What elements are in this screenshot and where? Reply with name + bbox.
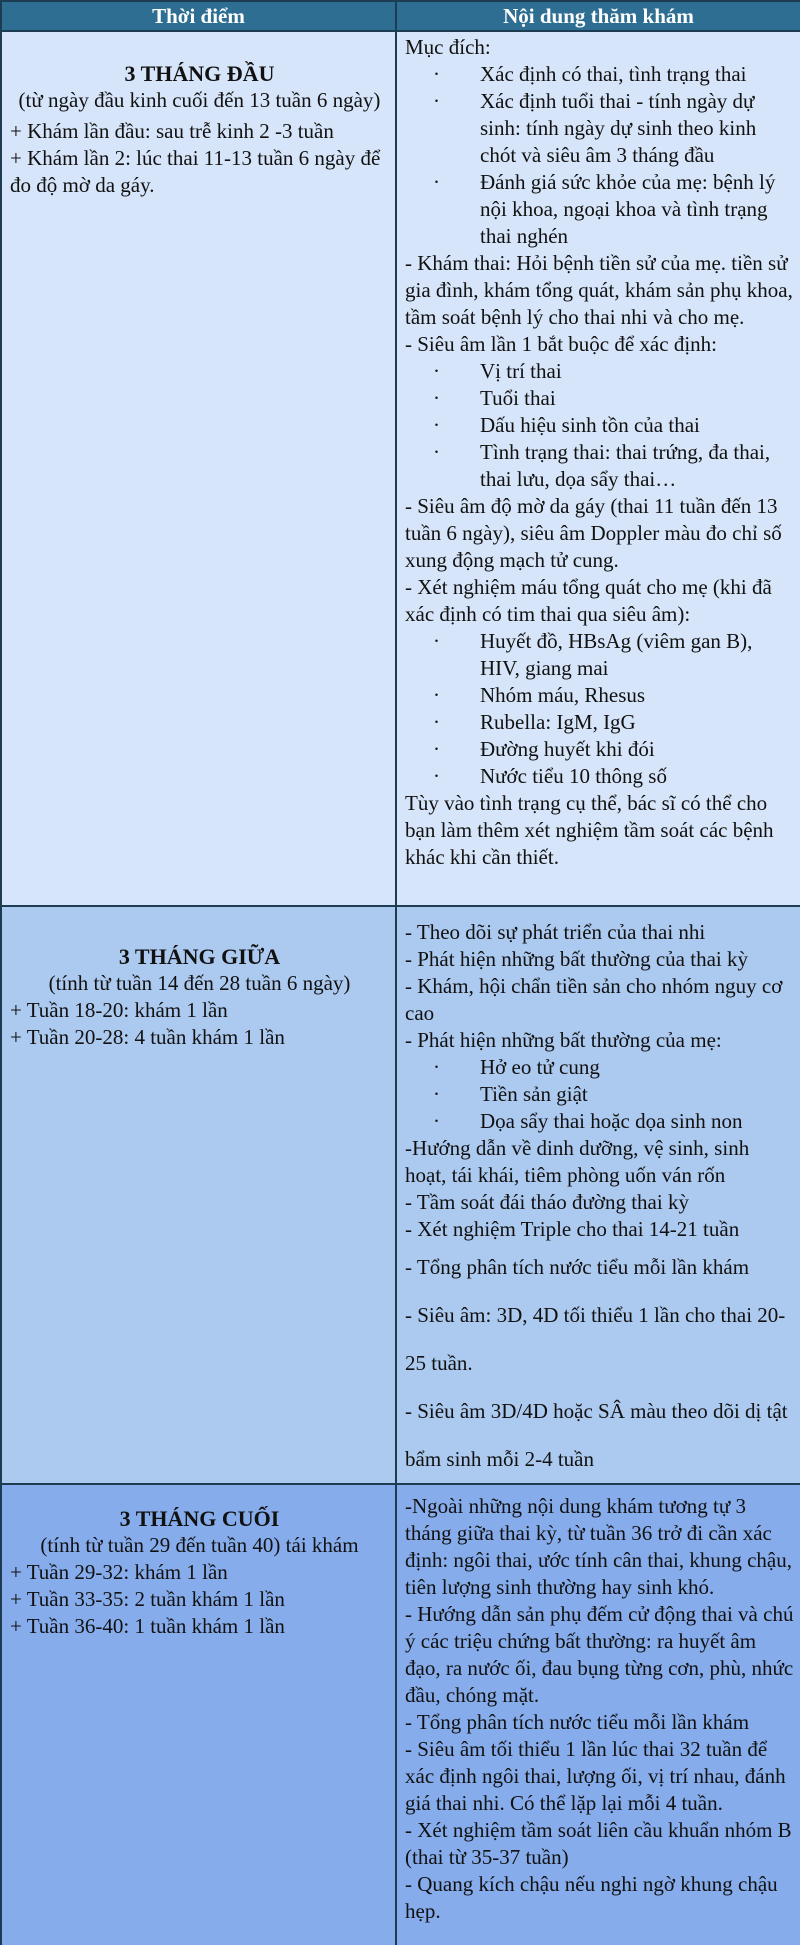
- content-line: Tùy vào tình trạng cụ thể, bác sĩ có thể cho bạn làm thêm xét nghiệm tầm soát các bệnh khác khi cần thiết.: [405, 791, 774, 869]
- content-line: - Hướng dẫn sản phụ đếm cử động thai và chú ý các triệu chứng bất thường: ra huyết âm đạo, ra nước ối, đau bụng từng cơn, phù, nhức đầu, chóng mặt.: [405, 1602, 794, 1707]
- schedule-lines: [10, 1559, 389, 1640]
- content-line: - Phát hiện những bất thường của mẹ:: [405, 1028, 722, 1052]
- bullet-item: [405, 709, 794, 736]
- bullet-item: [405, 358, 794, 385]
- content-line: - Tổng phân tích nước tiểu mỗi lần khám: [405, 1255, 750, 1279]
- bullet-text: Dấu hiệu sinh tồn của thai: [480, 413, 700, 437]
- content-line: - Siêu âm lần 1 bắt buộc để xác định:: [405, 332, 717, 356]
- bullet-text: Vị trí thai: [480, 359, 562, 383]
- period-cell: [1, 906, 396, 1484]
- bullet-item: [405, 736, 794, 763]
- schedule-line: + Tuần 33-35: 2 tuần khám 1 lần: [10, 1587, 285, 1611]
- bullet-item: [405, 763, 794, 790]
- content-cell: [396, 906, 800, 1484]
- period-cell: [1, 31, 396, 906]
- period-title: 3 THÁNG ĐẦU: [124, 61, 275, 86]
- bullet-dot-icon: ·: [433, 629, 440, 653]
- bullet-dot-icon: ·: [433, 710, 440, 734]
- bullet-item: [405, 682, 794, 709]
- bullet-text: Tuổi thai: [480, 386, 556, 410]
- bullet-item: [405, 1081, 794, 1108]
- bullet-text: Xác định tuổi thai - tính ngày dự sinh: tính ngày dự sinh theo kinh chót và siêu âm 3 tháng đầu: [480, 89, 757, 167]
- content-line: - Siêu âm: 3D, 4D tối thiểu 1 lần cho thai 20-25 tuần.: [405, 1303, 786, 1375]
- schedule-line: + Tuần 20-28: 4 tuần khám 1 lần: [10, 1025, 285, 1049]
- period-subtitle: (từ ngày đầu kinh cuối đến 13 tuần 6 ngày): [18, 88, 381, 112]
- bullet-text: Xác định có thai, tình trạng thai: [480, 62, 747, 86]
- period-title: 3 THÁNG CUỐI: [119, 1506, 280, 1531]
- bullet-item: [405, 412, 794, 439]
- content-line: - Quang kích chậu nếu nghi ngờ khung chậu hẹp.: [405, 1872, 778, 1923]
- bullet-item: [405, 1054, 794, 1081]
- bullet-text: Hở eo tử cung: [480, 1055, 600, 1079]
- bullet-text: Nước tiểu 10 thông số: [480, 764, 667, 788]
- bullet-dot-icon: ·: [433, 89, 440, 113]
- content-cell: [396, 1484, 800, 1945]
- bullet-text: Rubella: IgM, IgG: [480, 710, 636, 734]
- content-line: - Siêu âm tối thiểu 1 lần lúc thai 32 tuần để xác định ngôi thai, lượng ối, vị trí nhau, đánh giá thai nhi. Có thể lặp lại mỗi 4 tuần.: [405, 1737, 786, 1815]
- bullet-dot-icon: ·: [433, 1109, 440, 1133]
- content-line: - Xét nghiệm máu tổng quát cho mẹ (khi đã xác định có tim thai qua siêu âm):: [405, 575, 772, 626]
- bullet-dot-icon: ·: [433, 1055, 440, 1079]
- schedule-line: + Tuần 29-32: khám 1 lần: [10, 1560, 228, 1584]
- content-line: - Tổng phân tích nước tiểu mỗi lần khám: [405, 1710, 750, 1734]
- period-subtitle: (tính từ tuần 14 đến 28 tuần 6 ngày): [48, 971, 351, 995]
- content-line: - Tầm soát đái tháo đường thai kỳ: [405, 1190, 689, 1214]
- bullet-item: [405, 61, 794, 88]
- bullet-dot-icon: ·: [433, 683, 440, 707]
- bullet-dot-icon: ·: [433, 386, 440, 410]
- content-line: - Xét nghiệm tầm soát liên cầu khuẩn nhóm B (thai từ 35-37 tuần): [405, 1818, 792, 1869]
- bullet-item: [405, 1108, 794, 1135]
- header-time: Thời điểm: [1, 1, 396, 31]
- content-line: -Ngoài những nội dung khám tương tự 3 tháng giữa thai kỳ, từ tuần 36 trở đi cần xác định: ngôi thai, ước tính cân thai, khung chậu, tiên lượng sinh thường hay sinh khó.: [405, 1494, 792, 1599]
- bullet-item: [405, 439, 794, 493]
- content-line: - Xét nghiệm Triple cho thai 14-21 tuần: [405, 1217, 740, 1241]
- bullet-dot-icon: ·: [433, 737, 440, 761]
- bullet-dot-icon: ·: [433, 764, 440, 788]
- row-first-trimester: [1, 31, 800, 906]
- bullet-dot-icon: ·: [433, 359, 440, 383]
- content-line: - Siêu âm độ mờ da gáy (thai 11 tuần đến 13 tuần 6 ngày), siêu âm Doppler màu đo chỉ số xung động mạch tử cung.: [405, 494, 782, 572]
- header-row: [1, 1, 800, 31]
- schedule-lines: [10, 997, 389, 1051]
- schedule-line: + Tuần 18-20: khám 1 lần: [10, 998, 228, 1022]
- row-second-trimester: [1, 906, 800, 1484]
- content-line: -Hướng dẫn về dinh dưỡng, vệ sinh, sinh hoạt, tái khái, tiêm phòng uốn ván rốn: [405, 1136, 750, 1187]
- bullet-text: Nhóm máu, Rhesus: [480, 683, 646, 707]
- bullet-dot-icon: ·: [433, 1082, 440, 1106]
- bullet-item: [405, 169, 794, 250]
- bullet-text: Đánh giá sức khỏe của mẹ: bệnh lý nội khoa, ngoại khoa và tình trạng thai nghén: [480, 170, 776, 248]
- bullet-text: Huyết đồ, HBsAg (viêm gan B), HIV, giang mai: [480, 629, 753, 680]
- row-third-trimester: [1, 1484, 800, 1945]
- period-title: 3 THÁNG GIỮA: [118, 944, 281, 969]
- content-line: - Siêu âm 3D/4D hoặc SÂ màu theo dõi dị tật bẩm sinh mỗi 2-4 tuần: [405, 1399, 788, 1471]
- bullet-item: [405, 385, 794, 412]
- header-content: Nội dung thăm khám: [396, 1, 800, 31]
- bullet-dot-icon: ·: [433, 170, 440, 194]
- content-line: Mục đích:: [405, 35, 491, 59]
- schedule-lines: [10, 118, 389, 199]
- schedule-line: + Tuần 36-40: 1 tuần khám 1 lần: [10, 1614, 285, 1638]
- bullet-dot-icon: ·: [433, 440, 440, 464]
- bullet-item: [405, 88, 794, 169]
- content-line: - Phát hiện những bất thường của thai kỳ: [405, 947, 748, 971]
- schedule-line: + Khám lần đầu: sau trễ kinh 2 -3 tuần: [10, 119, 334, 143]
- content-line: - Khám thai: Hỏi bệnh tiền sử của mẹ. tiền sử gia đình, khám tổng quát, khám sản phụ khoa, tầm soát bệnh lý cho thai nhi và cho mẹ.: [405, 251, 793, 329]
- content-cell: [396, 31, 800, 906]
- bullet-text: Dọa sẩy thai hoặc dọa sinh non: [480, 1109, 743, 1133]
- bullet-item: [405, 628, 794, 682]
- bullet-dot-icon: ·: [433, 413, 440, 437]
- bullet-text: Tiền sản giật: [480, 1082, 588, 1106]
- content-line: - Theo dõi sự phát triển của thai nhi: [405, 920, 706, 944]
- period-cell: [1, 1484, 396, 1945]
- content-line: - Khám, hội chẩn tiền sản cho nhóm nguy cơ cao: [405, 974, 783, 1025]
- period-subtitle: (tính từ tuần 29 đến tuần 40) tái khám: [40, 1533, 359, 1557]
- schedule-line: + Khám lần 2: lúc thai 11-13 tuần 6 ngày để đo độ mờ da gáy.: [10, 146, 381, 197]
- bullet-dot-icon: ·: [433, 62, 440, 86]
- bullet-text: Đường huyết khi đói: [480, 737, 655, 761]
- bullet-text: Tình trạng thai: thai trứng, đa thai, thai lưu, dọa sẩy thai…: [480, 440, 771, 491]
